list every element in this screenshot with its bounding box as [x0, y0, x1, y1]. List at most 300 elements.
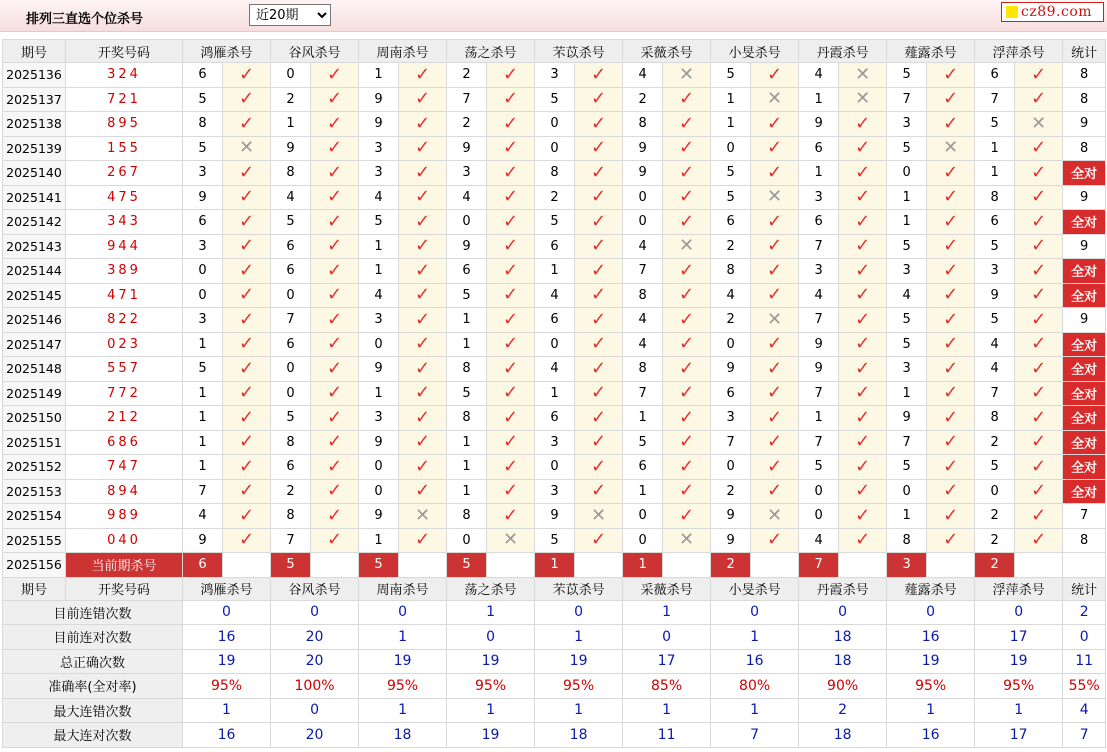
result-cell — [839, 283, 887, 308]
kill-number-table — [2, 39, 1106, 748]
check-icon: ✓ — [414, 161, 431, 183]
page-title: 排列三直选个位杀号 — [26, 12, 144, 27]
current-empty-cell — [223, 553, 271, 578]
stats-row — [3, 674, 1106, 699]
stats-value: 0 — [799, 600, 887, 625]
result-cell — [399, 504, 447, 529]
kill-number-cell: 6 — [711, 381, 751, 406]
result-cell — [487, 63, 535, 88]
kill-number-cell: 5 — [623, 430, 663, 455]
result-cell — [399, 210, 447, 235]
result-cell — [663, 357, 711, 382]
kill-number-cell: 7 — [887, 430, 927, 455]
stats-row — [3, 625, 1106, 650]
kill-number-cell: 1 — [711, 87, 751, 112]
result-cell — [399, 357, 447, 382]
result-cell — [575, 308, 623, 333]
stats-value: 0 — [711, 600, 799, 625]
kill-number-cell: 9 — [359, 112, 399, 137]
result-cell — [751, 528, 799, 553]
kill-number-cell: 0 — [623, 210, 663, 235]
cross-icon: ✕ — [679, 235, 695, 257]
check-icon: ✓ — [943, 406, 959, 428]
check-icon: ✓ — [503, 137, 519, 159]
result-cell — [487, 406, 535, 431]
kill-number-cell: 0 — [271, 357, 311, 382]
kill-number-cell: 9 — [447, 136, 487, 161]
stats-label: 总正确次数 — [3, 649, 183, 674]
kill-number-cell: 7 — [799, 381, 839, 406]
kill-number-cell: 3 — [359, 308, 399, 333]
check-icon: ✓ — [503, 357, 519, 379]
result-cell — [311, 528, 359, 553]
stats-value: 1 — [623, 600, 711, 625]
column-header: 浮萍杀号 — [975, 40, 1063, 63]
check-icon: ✓ — [855, 308, 871, 330]
kill-number-cell: 5 — [271, 406, 311, 431]
draw-number-cell: 989 — [66, 504, 183, 529]
kill-number-cell: 2 — [271, 479, 311, 504]
check-icon: ✓ — [1031, 455, 1047, 477]
check-icon: ✓ — [591, 210, 607, 232]
check-icon: ✓ — [855, 210, 871, 232]
cross-icon: ✕ — [503, 529, 519, 551]
current-kill-number: 1 — [623, 553, 663, 578]
table-row — [3, 136, 1106, 161]
result-cell — [1015, 136, 1063, 161]
kill-number-cell: 0 — [887, 161, 927, 186]
cross-icon: ✕ — [679, 529, 695, 551]
table-row — [3, 381, 1106, 406]
result-cell — [751, 63, 799, 88]
check-icon: ✓ — [1031, 504, 1047, 526]
kill-number-cell: 4 — [799, 528, 839, 553]
result-cell — [927, 504, 975, 529]
column-header: 芣苡杀号 — [535, 40, 623, 63]
table-row — [3, 406, 1106, 431]
check-icon: ✓ — [414, 529, 431, 551]
check-icon: ✓ — [767, 137, 783, 159]
stats-row — [3, 649, 1106, 674]
result-cell — [575, 504, 623, 529]
period-cell: 2025140 — [3, 161, 66, 186]
stats-value: 2 — [799, 698, 887, 723]
table-row — [3, 185, 1106, 210]
result-cell — [311, 185, 359, 210]
check-icon: ✓ — [503, 186, 519, 208]
check-icon: ✓ — [503, 161, 519, 183]
check-icon: ✓ — [326, 235, 343, 257]
kill-number-cell: 2 — [711, 234, 751, 259]
stats-value: 18 — [799, 723, 887, 748]
kill-number-cell: 0 — [535, 136, 575, 161]
check-icon: ✓ — [767, 529, 783, 551]
check-icon: ✓ — [943, 161, 959, 183]
result-cell — [663, 210, 711, 235]
kill-number-cell: 7 — [887, 87, 927, 112]
current-empty-cell — [311, 553, 359, 578]
check-icon: ✓ — [591, 529, 607, 551]
result-cell — [311, 234, 359, 259]
result-cell — [223, 87, 271, 112]
check-icon: ✓ — [414, 137, 431, 159]
period-cell: 2025151 — [3, 430, 66, 455]
kill-number-cell: 1 — [183, 406, 223, 431]
result-cell — [839, 357, 887, 382]
kill-number-cell: 7 — [623, 259, 663, 284]
kill-number-cell: 5 — [535, 210, 575, 235]
kill-number-cell: 8 — [623, 283, 663, 308]
check-icon: ✓ — [591, 406, 607, 428]
kill-number-cell: 9 — [799, 332, 839, 357]
stats-label: 目前连错次数 — [3, 600, 183, 625]
table-row — [3, 259, 1106, 284]
check-icon: ✓ — [767, 406, 783, 428]
period-cell: 2025137 — [3, 87, 66, 112]
kill-number-cell: 1 — [535, 259, 575, 284]
result-cell — [399, 161, 447, 186]
result-cell — [839, 161, 887, 186]
result-cell — [487, 455, 535, 480]
kill-number-cell: 1 — [799, 87, 839, 112]
kill-number-cell: 5 — [887, 332, 927, 357]
kill-number-cell: 9 — [271, 136, 311, 161]
kill-number-cell: 9 — [183, 528, 223, 553]
check-icon: ✓ — [591, 137, 607, 159]
result-cell — [311, 455, 359, 480]
stats-value: 19 — [359, 649, 447, 674]
check-icon: ✓ — [679, 284, 695, 306]
column-header: 鸿雁杀号 — [183, 577, 271, 600]
column-header: 期号 — [3, 40, 66, 63]
result-cell — [927, 455, 975, 480]
kill-number-cell: 3 — [799, 185, 839, 210]
check-icon: ✓ — [326, 259, 343, 281]
result-cell — [575, 528, 623, 553]
check-icon: ✓ — [943, 210, 959, 232]
check-icon: ✓ — [855, 529, 871, 551]
check-icon: ✓ — [238, 210, 255, 232]
kill-number-cell: 9 — [711, 357, 751, 382]
result-cell — [575, 87, 623, 112]
result-cell — [663, 455, 711, 480]
kill-number-cell: 0 — [271, 63, 311, 88]
result-cell — [575, 283, 623, 308]
result-cell — [399, 283, 447, 308]
result-cell — [839, 112, 887, 137]
kill-number-cell: 9 — [887, 406, 927, 431]
check-icon: ✓ — [591, 431, 607, 453]
kill-number-cell: 1 — [887, 185, 927, 210]
kill-number-cell: 8 — [711, 259, 751, 284]
kill-number-cell: 7 — [799, 430, 839, 455]
kill-number-cell: 5 — [975, 234, 1015, 259]
result-cell — [223, 430, 271, 455]
result-cell — [223, 381, 271, 406]
stats-value: 85% — [623, 674, 711, 699]
kill-number-cell: 4 — [975, 332, 1015, 357]
kill-number-cell: 8 — [271, 161, 311, 186]
check-icon: ✓ — [503, 431, 519, 453]
column-header: 周南杀号 — [359, 577, 447, 600]
kill-number-cell: 3 — [535, 479, 575, 504]
check-icon: ✓ — [767, 284, 783, 306]
kill-number-cell: 6 — [711, 210, 751, 235]
kill-number-cell: 9 — [359, 87, 399, 112]
period-select[interactable] — [249, 4, 331, 26]
kill-number-cell: 8 — [183, 112, 223, 137]
draw-number-cell: 040 — [66, 528, 183, 553]
result-cell — [575, 381, 623, 406]
current-empty-cell — [663, 553, 711, 578]
table-row — [3, 504, 1106, 529]
kill-number-cell: 6 — [271, 455, 311, 480]
draw-number-cell: 389 — [66, 259, 183, 284]
kill-number-cell: 4 — [623, 234, 663, 259]
kill-number-cell: 6 — [271, 234, 311, 259]
check-icon: ✓ — [855, 406, 871, 428]
result-cell — [487, 332, 535, 357]
check-icon: ✓ — [591, 357, 607, 379]
check-icon: ✓ — [591, 259, 607, 281]
result-cell — [575, 406, 623, 431]
check-icon: ✓ — [679, 112, 695, 134]
check-icon: ✓ — [591, 235, 607, 257]
kill-number-cell: 4 — [359, 185, 399, 210]
check-icon: ✓ — [943, 259, 959, 281]
site-logo[interactable] — [1001, 2, 1104, 22]
stats-value: 19 — [887, 649, 975, 674]
result-cell — [575, 357, 623, 382]
stats-value: 1 — [887, 698, 975, 723]
result-cell — [663, 161, 711, 186]
kill-number-cell: 0 — [183, 259, 223, 284]
cross-icon: ✕ — [1031, 112, 1047, 134]
column-header: 谷风杀号 — [271, 40, 359, 63]
check-icon: ✓ — [767, 63, 783, 85]
table-row — [3, 455, 1106, 480]
result-cell — [487, 259, 535, 284]
check-icon: ✓ — [591, 284, 607, 306]
kill-number-cell: 5 — [799, 455, 839, 480]
check-icon: ✓ — [326, 406, 343, 428]
result-cell — [311, 357, 359, 382]
kill-number-cell: 0 — [799, 504, 839, 529]
result-cell — [1015, 479, 1063, 504]
column-header: 鸿雁杀号 — [183, 40, 271, 63]
period-cell: 2025136 — [3, 63, 66, 88]
kill-number-cell: 6 — [975, 63, 1015, 88]
result-cell — [927, 332, 975, 357]
result-cell — [839, 455, 887, 480]
check-icon: ✓ — [855, 455, 871, 477]
check-icon: ✓ — [414, 480, 431, 502]
kill-number-cell: 7 — [183, 479, 223, 504]
column-header: 采薇杀号 — [623, 577, 711, 600]
kill-number-cell: 6 — [183, 210, 223, 235]
kill-number-cell: 0 — [799, 479, 839, 504]
check-icon: ✓ — [679, 308, 695, 330]
stats-value: 11 — [1063, 649, 1106, 674]
check-icon: ✓ — [414, 88, 431, 110]
result-cell — [751, 259, 799, 284]
check-icon: ✓ — [679, 259, 695, 281]
current-kill-number: 3 — [887, 553, 927, 578]
result-cell — [1015, 357, 1063, 382]
stats-value: 19 — [447, 723, 535, 748]
check-icon: ✓ — [503, 88, 519, 110]
result-cell — [751, 136, 799, 161]
draw-number-cell: 894 — [66, 479, 183, 504]
kill-number-cell: 4 — [447, 185, 487, 210]
cross-icon: ✕ — [767, 504, 783, 526]
result-cell — [399, 479, 447, 504]
result-cell — [663, 308, 711, 333]
result-cell — [663, 430, 711, 455]
current-empty-cell — [927, 553, 975, 578]
kill-number-cell: 2 — [975, 528, 1015, 553]
kill-number-cell: 3 — [183, 234, 223, 259]
check-icon: ✓ — [326, 210, 343, 232]
result-cell — [575, 112, 623, 137]
check-icon: ✓ — [855, 431, 871, 453]
stats-row — [3, 698, 1106, 723]
result-cell — [487, 136, 535, 161]
kill-number-cell: 9 — [799, 357, 839, 382]
check-icon: ✓ — [855, 161, 871, 183]
check-icon: ✓ — [326, 112, 343, 134]
kill-number-cell: 4 — [975, 357, 1015, 382]
kill-number-cell: 3 — [359, 136, 399, 161]
result-cell — [1015, 63, 1063, 88]
table-row — [3, 112, 1106, 137]
check-icon: ✓ — [238, 186, 255, 208]
stats-value: 80% — [711, 674, 799, 699]
kill-number-cell: 2 — [975, 504, 1015, 529]
result-cell — [1015, 528, 1063, 553]
stats-value: 20 — [271, 649, 359, 674]
result-cell — [311, 381, 359, 406]
stat-cell: 全对 — [1063, 210, 1106, 235]
kill-number-cell: 0 — [535, 455, 575, 480]
check-icon: ✓ — [855, 186, 871, 208]
stats-label: 最大连错次数 — [3, 698, 183, 723]
check-icon: ✓ — [1031, 137, 1047, 159]
check-icon: ✓ — [591, 63, 607, 85]
check-icon: ✓ — [326, 382, 343, 404]
check-icon: ✓ — [503, 235, 519, 257]
current-label-cell: 当前期杀号 — [66, 553, 183, 578]
check-icon: ✓ — [591, 112, 607, 134]
column-header: 薤露杀号 — [887, 40, 975, 63]
result-cell — [927, 381, 975, 406]
result-cell — [927, 259, 975, 284]
kill-number-cell: 5 — [447, 283, 487, 308]
check-icon: ✓ — [238, 284, 255, 306]
stats-value: 95% — [359, 674, 447, 699]
kill-number-cell: 3 — [183, 161, 223, 186]
result-cell — [751, 112, 799, 137]
kill-number-cell: 7 — [799, 234, 839, 259]
table-row — [3, 332, 1106, 357]
stats-value: 0 — [359, 600, 447, 625]
period-cell: 2025149 — [3, 381, 66, 406]
result-cell — [575, 136, 623, 161]
result-cell — [399, 87, 447, 112]
check-icon: ✓ — [767, 382, 783, 404]
result-cell — [311, 504, 359, 529]
check-icon: ✓ — [943, 357, 959, 379]
result-cell — [487, 185, 535, 210]
cross-icon: ✕ — [855, 88, 871, 110]
check-icon: ✓ — [943, 480, 959, 502]
check-icon: ✓ — [1031, 480, 1047, 502]
current-kill-number: 2 — [975, 553, 1015, 578]
kill-number-cell: 5 — [887, 63, 927, 88]
stat-cell: 8 — [1063, 528, 1106, 553]
kill-number-cell: 5 — [887, 136, 927, 161]
kill-number-cell: 7 — [711, 430, 751, 455]
stat-cell: 8 — [1063, 136, 1106, 161]
result-cell — [223, 308, 271, 333]
kill-number-cell: 5 — [183, 136, 223, 161]
stat-cell: 7 — [1063, 504, 1106, 529]
result-cell — [663, 234, 711, 259]
period-cell: 2025144 — [3, 259, 66, 284]
check-icon: ✓ — [943, 529, 959, 551]
stats-value: 16 — [887, 723, 975, 748]
kill-number-cell: 1 — [359, 259, 399, 284]
check-icon: ✓ — [767, 431, 783, 453]
result-cell — [927, 528, 975, 553]
result-cell — [1015, 332, 1063, 357]
result-cell — [487, 430, 535, 455]
result-cell — [487, 504, 535, 529]
check-icon: ✓ — [591, 88, 607, 110]
check-icon: ✓ — [503, 504, 519, 526]
kill-number-cell: 1 — [447, 308, 487, 333]
kill-number-cell: 4 — [535, 357, 575, 382]
check-icon: ✓ — [943, 235, 959, 257]
stats-value: 4 — [1063, 698, 1106, 723]
stats-value: 19 — [447, 649, 535, 674]
table-row — [3, 308, 1106, 333]
result-cell — [839, 259, 887, 284]
draw-number-cell: 721 — [66, 87, 183, 112]
table-row — [3, 283, 1106, 308]
kill-number-cell: 9 — [359, 430, 399, 455]
kill-number-cell: 7 — [975, 381, 1015, 406]
kill-number-cell: 0 — [887, 479, 927, 504]
kill-number-cell: 5 — [975, 455, 1015, 480]
check-icon: ✓ — [767, 333, 783, 355]
stats-value: 18 — [799, 649, 887, 674]
kill-number-cell: 1 — [447, 479, 487, 504]
current-empty-cell — [751, 553, 799, 578]
stats-value: 1 — [359, 698, 447, 723]
check-icon: ✓ — [414, 235, 431, 257]
cross-icon: ✕ — [767, 308, 783, 330]
stats-value: 100% — [271, 674, 359, 699]
check-icon: ✓ — [855, 333, 871, 355]
result-cell — [751, 504, 799, 529]
result-cell — [663, 185, 711, 210]
stats-value: 16 — [711, 649, 799, 674]
stats-value: 95% — [447, 674, 535, 699]
result-cell — [927, 357, 975, 382]
stats-label: 最大连对次数 — [3, 723, 183, 748]
stat-cell: 9 — [1063, 185, 1106, 210]
